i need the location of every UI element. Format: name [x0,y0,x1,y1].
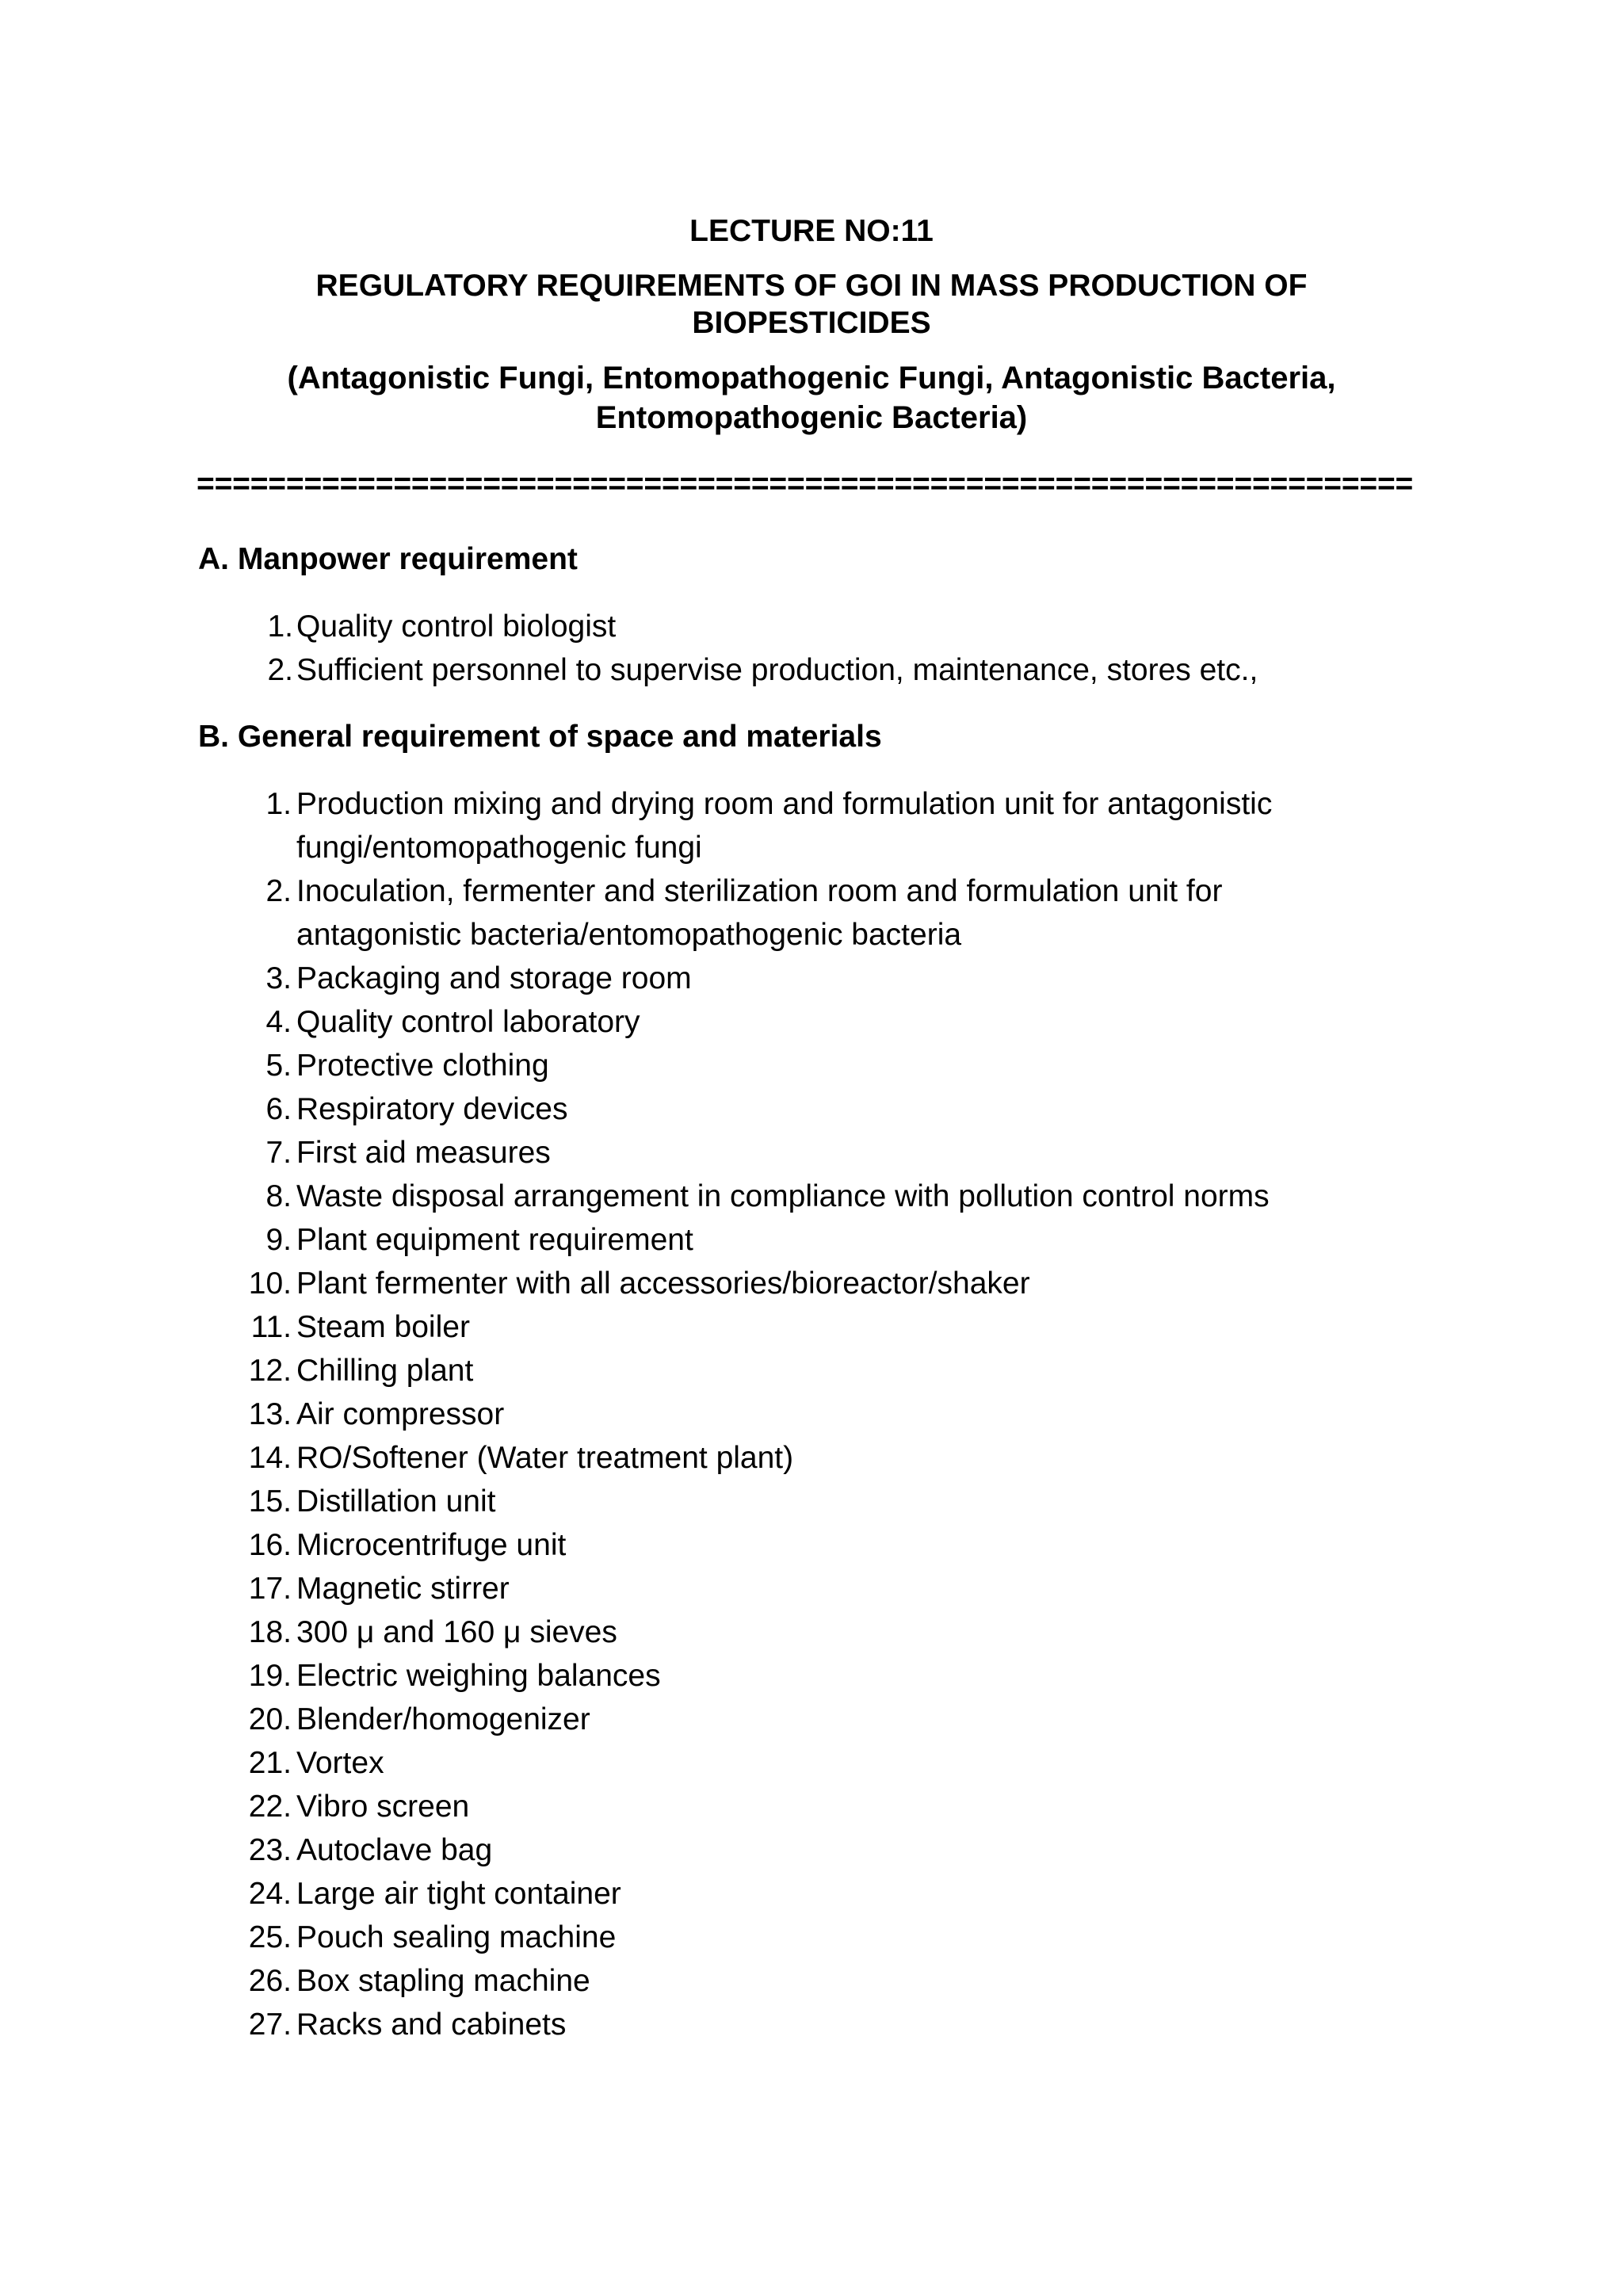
item-text: Respiratory devices [296,1092,568,1126]
item-text: Production mixing and drying room and formulation unit for antagonistic fungi/entomopathogenic fungi [296,787,1273,865]
list-item [0,1218,1623,1262]
item-text: Microcentrifuge unit [296,1528,567,1562]
item-number: 25. [248,1920,292,1954]
item-text: RO/Softener (Water treatment plant) [296,1441,794,1475]
list-item [0,1262,1623,1305]
list-item [0,1349,1623,1392]
subtitle-line-2: Entomopathogenic Bacteria) [595,400,1028,435]
item-number: 3. [265,961,292,995]
item-text: Blender/homogenizer [296,1702,590,1736]
list-item [0,1610,1623,1654]
title-line-2: BIOPESTICIDES [692,306,931,340]
item-number: 2. [265,874,292,908]
item-number: 1. [265,787,292,821]
section-b-heading: B. General requirement of space and materials [198,720,882,754]
item-text: Plant equipment requirement [296,1223,693,1257]
item-number: 1. [267,609,293,644]
item-number: 19. [248,1659,292,1693]
lecture-number: LECTURE NO:11 [689,214,934,248]
list-item [0,648,1623,692]
list-item [0,1131,1623,1175]
item-number: 23. [248,1833,292,1867]
document-subtitle [198,358,1425,437]
item-number: 27. [248,2008,292,2042]
list-item [0,1523,1623,1567]
item-text: Air compressor [296,1397,505,1431]
item-text: Steam boiler [296,1310,470,1344]
item-text: Inoculation, fermenter and sterilization room and formulation unit for antagonistic bacteria/entomopathogenic bacteria [296,874,1223,952]
list-item [0,1872,1623,1916]
item-number: 18. [248,1615,292,1649]
item-number: 7. [265,1136,292,1170]
item-number: 21. [248,1746,292,1780]
section-a-list [0,605,1623,692]
list-item [0,957,1623,1000]
item-number: 26. [248,1964,292,1998]
item-number: 13. [248,1397,292,1431]
item-number: 15. [248,1484,292,1519]
document-title [198,267,1425,342]
list-item [0,605,1623,648]
item-number: 24. [248,1877,292,1911]
item-text: Plant fermenter with all accessories/bioreactor/shaker [296,1266,1030,1301]
item-text: Packaging and storage room [296,961,692,995]
item-number: 10. [248,1266,292,1301]
list-item [0,1305,1623,1349]
list-item [0,2003,1623,2046]
list-item [0,869,1623,957]
item-text: Vibro screen [296,1790,470,1824]
list-item [0,1698,1623,1741]
item-text: Magnetic stirrer [296,1572,510,1606]
list-item [0,1785,1623,1828]
item-text: Pouch sealing machine [296,1920,617,1954]
list-item [0,1044,1623,1087]
item-number: 14. [248,1441,292,1475]
item-number: 8. [265,1179,292,1213]
item-text: First aid measures [296,1136,551,1170]
list-item [0,1741,1623,1785]
item-text: Box stapling machine [296,1964,590,1998]
item-number: 5. [265,1049,292,1083]
item-text: Sufficient personnel to supervise production, maintenance, stores etc., [296,653,1258,687]
item-number: 4. [265,1005,292,1039]
separator-line: ==================================================================== [197,467,1414,501]
item-text: Quality control biologist [296,609,617,644]
item-number: 9. [265,1223,292,1257]
item-text: Waste disposal arrangement in compliance with pollution control norms [296,1179,1270,1213]
item-number: 17. [248,1572,292,1606]
section-b-list [0,782,1623,2046]
title-line-1: REGULATORY REQUIREMENTS OF GOI IN MASS PRODUCTION OF [315,269,1308,303]
item-text: Electric weighing balances [296,1659,661,1693]
item-text: Large air tight container [296,1877,621,1911]
list-item [0,1087,1623,1131]
item-text: Protective clothing [296,1049,549,1083]
item-number: 11. [250,1310,292,1344]
item-text: Vortex [296,1746,384,1780]
list-item [0,1436,1623,1480]
list-item [0,1480,1623,1523]
list-item [0,1567,1623,1610]
list-item [0,782,1623,869]
list-item [0,1000,1623,1044]
item-number: 6. [265,1092,292,1126]
item-number: 20. [248,1702,292,1736]
item-text: 300 μ and 160 μ sieves [296,1615,617,1649]
item-number: 16. [248,1528,292,1562]
list-item [0,1392,1623,1436]
list-item [0,1916,1623,1959]
item-number: 12. [248,1354,292,1388]
section-a-heading: A. Manpower requirement [198,542,578,576]
list-item [0,1828,1623,1872]
list-item [0,1959,1623,2003]
item-number: 2. [267,653,293,687]
item-text: Racks and cabinets [296,2008,567,2042]
item-text: Quality control laboratory [296,1005,640,1039]
item-text: Chilling plant [296,1354,474,1388]
item-text: Distillation unit [296,1484,496,1519]
subtitle-line-1: (Antagonistic Fungi, Entomopathogenic Fungi, Antagonistic Bacteria, [287,361,1336,395]
list-item [0,1175,1623,1218]
item-number: 22. [248,1790,292,1824]
list-item [0,1654,1623,1698]
item-text: Autoclave bag [296,1833,493,1867]
